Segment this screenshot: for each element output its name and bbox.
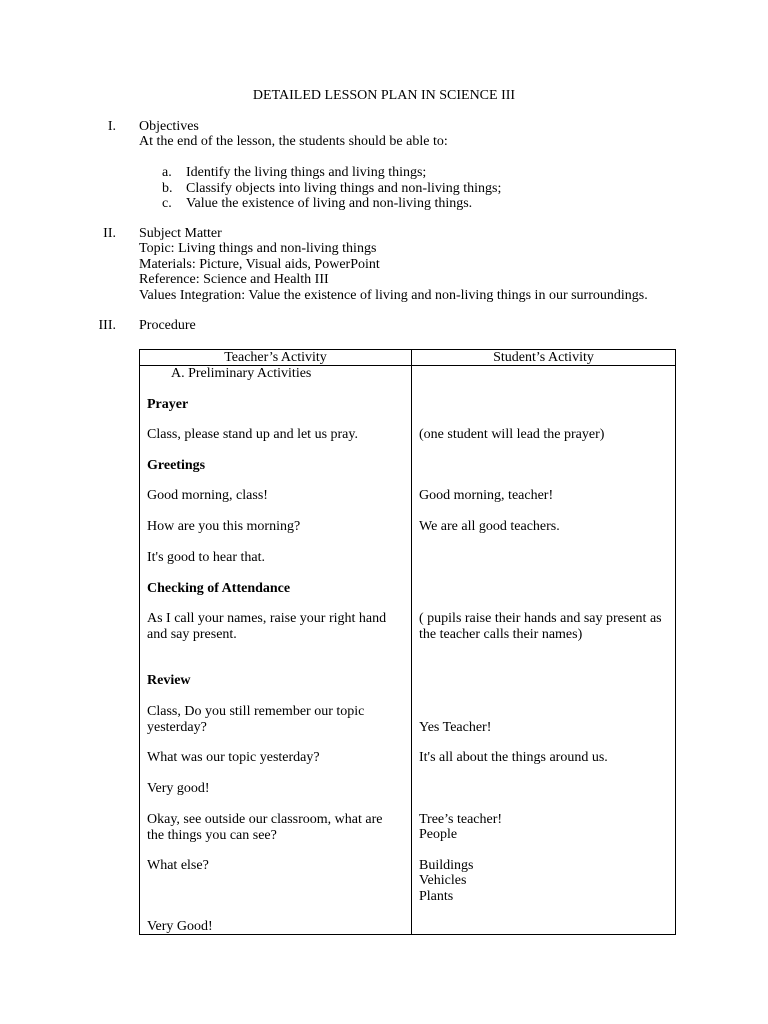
subject-matter-heading: Subject Matter <box>139 226 222 241</box>
student-greet-1: Good morning, teacher! <box>419 488 554 503</box>
section-number-subject-matter: II. <box>103 226 116 241</box>
student-review-4a: Tree’s teacher! <box>419 812 503 827</box>
document-title: DETAILED LESSON PLAN IN SCIENCE III <box>252 88 516 103</box>
greetings-heading: Greetings <box>147 458 206 473</box>
student-activity-header: Student’s Activity <box>412 350 676 366</box>
teacher-greet-2: How are you this morning? <box>147 519 301 534</box>
objective-item-b: Classify objects into living things and non-living things; <box>186 181 502 196</box>
teacher-prayer: Class, please stand up and let us pray. <box>147 427 358 442</box>
student-greet-2: We are all good teachers. <box>419 519 560 534</box>
procedure-heading: Procedure <box>139 318 196 333</box>
review-heading: Review <box>147 673 191 688</box>
attendance-heading: Checking of Attendance <box>147 581 291 596</box>
student-review-2: It's all about the things around us. <box>419 750 608 765</box>
teacher-attendance: As I call your names, raise your right hand and say present. <box>147 611 387 642</box>
student-review-1: Yes Teacher! <box>419 720 492 735</box>
objective-item-c: Value the existence of living and non-living things. <box>186 196 473 211</box>
procedure-table <box>139 349 676 935</box>
teacher-activity-cell <box>140 366 412 935</box>
teacher-review-3: Very good! <box>147 781 210 796</box>
subject-matter-values: Values Integration: Value the existence of living and non-living things in our surroundings. <box>139 288 648 303</box>
student-review-5a: Buildings <box>419 858 474 873</box>
objective-letter-c: c. <box>162 196 172 211</box>
prayer-heading: Prayer <box>147 397 189 412</box>
objectives-intro: At the end of the lesson, the students should be able to: <box>139 134 448 149</box>
student-review-5c: Plants <box>419 889 454 904</box>
preliminary-activities-label: A. Preliminary Activities <box>171 366 312 381</box>
teacher-review-4: Okay, see outside our classroom, what are the things you can see? <box>147 812 383 843</box>
subject-matter-topic: Topic: Living things and non-living things <box>139 241 377 256</box>
objective-letter-a: a. <box>162 165 172 180</box>
student-attendance: ( pupils raise their hands and say present as the teacher calls their names) <box>419 611 662 642</box>
section-number-objectives: I. <box>107 119 116 134</box>
teacher-review-5: What else? <box>147 858 209 873</box>
teacher-greet-1: Good morning, class! <box>147 488 268 503</box>
objective-letter-b: b. <box>162 181 173 196</box>
subject-matter-reference: Reference: Science and Health III <box>139 272 329 287</box>
subject-matter-materials: Materials: Picture, Visual aids, PowerPoint <box>139 257 380 272</box>
student-activity-cell <box>412 366 676 935</box>
objectives-heading: Objectives <box>139 119 199 134</box>
section-number-procedure: III. <box>98 318 116 333</box>
teacher-review-2: What was our topic yesterday? <box>147 750 320 765</box>
teacher-activity-header: Teacher’s Activity <box>140 350 412 366</box>
teacher-review-1: Class, Do you still remember our topic yesterday? <box>147 704 365 735</box>
student-review-4b: People <box>419 827 458 842</box>
teacher-review-6: Very Good! <box>147 919 213 934</box>
teacher-greet-3: It's good to hear that. <box>147 550 265 565</box>
student-prayer: (one student will lead the prayer) <box>419 427 605 442</box>
objective-item-a: Identify the living things and living things; <box>186 165 427 180</box>
student-review-5b: Vehicles <box>419 873 467 888</box>
